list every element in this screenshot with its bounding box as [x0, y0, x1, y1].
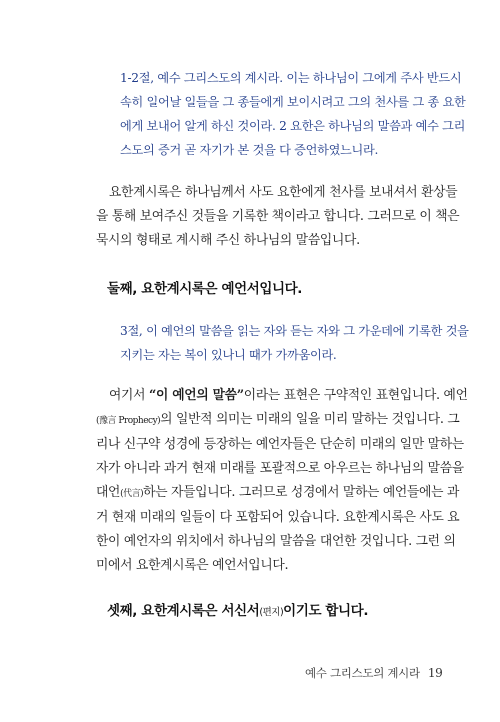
paragraph-line: 리나 신구약 성경에 등장하는 예언자들은 단순히 미래의 일만 말하는	[96, 437, 464, 452]
running-title: 예수 그리스도의 계시라	[305, 666, 420, 680]
annotation: (代言)	[120, 489, 144, 499]
heading-annotation: (편지)	[259, 607, 284, 618]
text-segment: 하는 자들입니다. 그러므로 성경에서 말하는 예언들에는 과	[143, 485, 460, 500]
quote-line: 1-2절, 예수 그리스도의 계시라. 이는 하나님이 그에게 주사 반드시	[120, 71, 462, 85]
text-segment: 의 일반적 의미는 미래의 일을 미리 말하는 것입니다. 그	[160, 412, 460, 427]
paragraph-line: 거 현재 미래의 일들이 다 포함되어 있습니다. 요한계시록은 사도 요	[96, 510, 460, 525]
paragraph-line: 묵시의 형태로 계시해 주신 하나님의 말씀입니다.	[96, 233, 360, 248]
quote-line: 지키는 자는 복이 있나니 때가 가까움이라.	[120, 348, 337, 362]
scripture-quote-1	[120, 66, 466, 162]
emphasized-phrase: “이 예언의 말씀”	[148, 388, 244, 403]
paragraph-line	[96, 481, 460, 506]
body-paragraph-2	[96, 384, 468, 578]
section-heading-third	[107, 599, 368, 619]
paragraph-line: 미에서 요한계시록은 예언서입니다.	[96, 558, 289, 573]
page-number: 19	[427, 666, 443, 680]
body-paragraph-1	[96, 181, 460, 253]
paragraph-line	[96, 408, 460, 433]
paragraph-line: 요한계시록은 하나님께서 사도 요한에게 천사를 보내셔서 환상들	[109, 185, 458, 200]
scripture-quote-2	[120, 319, 469, 367]
text-segment: 이라는 표현은 구약적인 표현입니다. 예언	[243, 388, 468, 403]
heading-text: 셋째, 요한계시록은 서신서	[107, 603, 260, 619]
page-footer	[305, 665, 442, 681]
text-segment: 여기서	[109, 388, 149, 403]
section-heading-second: 둘째, 요한계시록은 예언서입니다.	[107, 281, 303, 297]
quote-line: 속히 일어날 일들을 그 종들에게 보이시려고 그의 천사를 그 종 요한	[120, 95, 466, 109]
quote-line: 스도의 증거 곧 자기가 본 것을 다 증언하였느니라.	[120, 143, 379, 157]
annotation: (豫言 Prophecy)	[96, 416, 161, 426]
text-segment: 대언	[96, 485, 121, 500]
paragraph-line: 자가 아니라 과거 현재 미래를 포괄적으로 아우르는 하나님의 말씀을	[96, 461, 464, 476]
heading-text: 이기도 합니다.	[283, 603, 369, 619]
quote-line: 에게 보내어 알게 하신 것이라. 2 요한은 하나님의 말씀과 예수 그리	[120, 119, 466, 133]
quote-line: 3절, 이 예언의 말씀을 읽는 자와 듣는 자와 그 가운데에 기록한 것을	[120, 324, 469, 338]
paragraph-line: 을 통해 보여주신 것들을 기록한 책이라고 합니다. 그러므로 이 책은	[96, 209, 460, 224]
paragraph-line	[96, 384, 468, 408]
paragraph-line: 한이 예언자의 위치에서 하나님의 말씀을 대언한 것입니다. 그런 의	[96, 534, 456, 549]
